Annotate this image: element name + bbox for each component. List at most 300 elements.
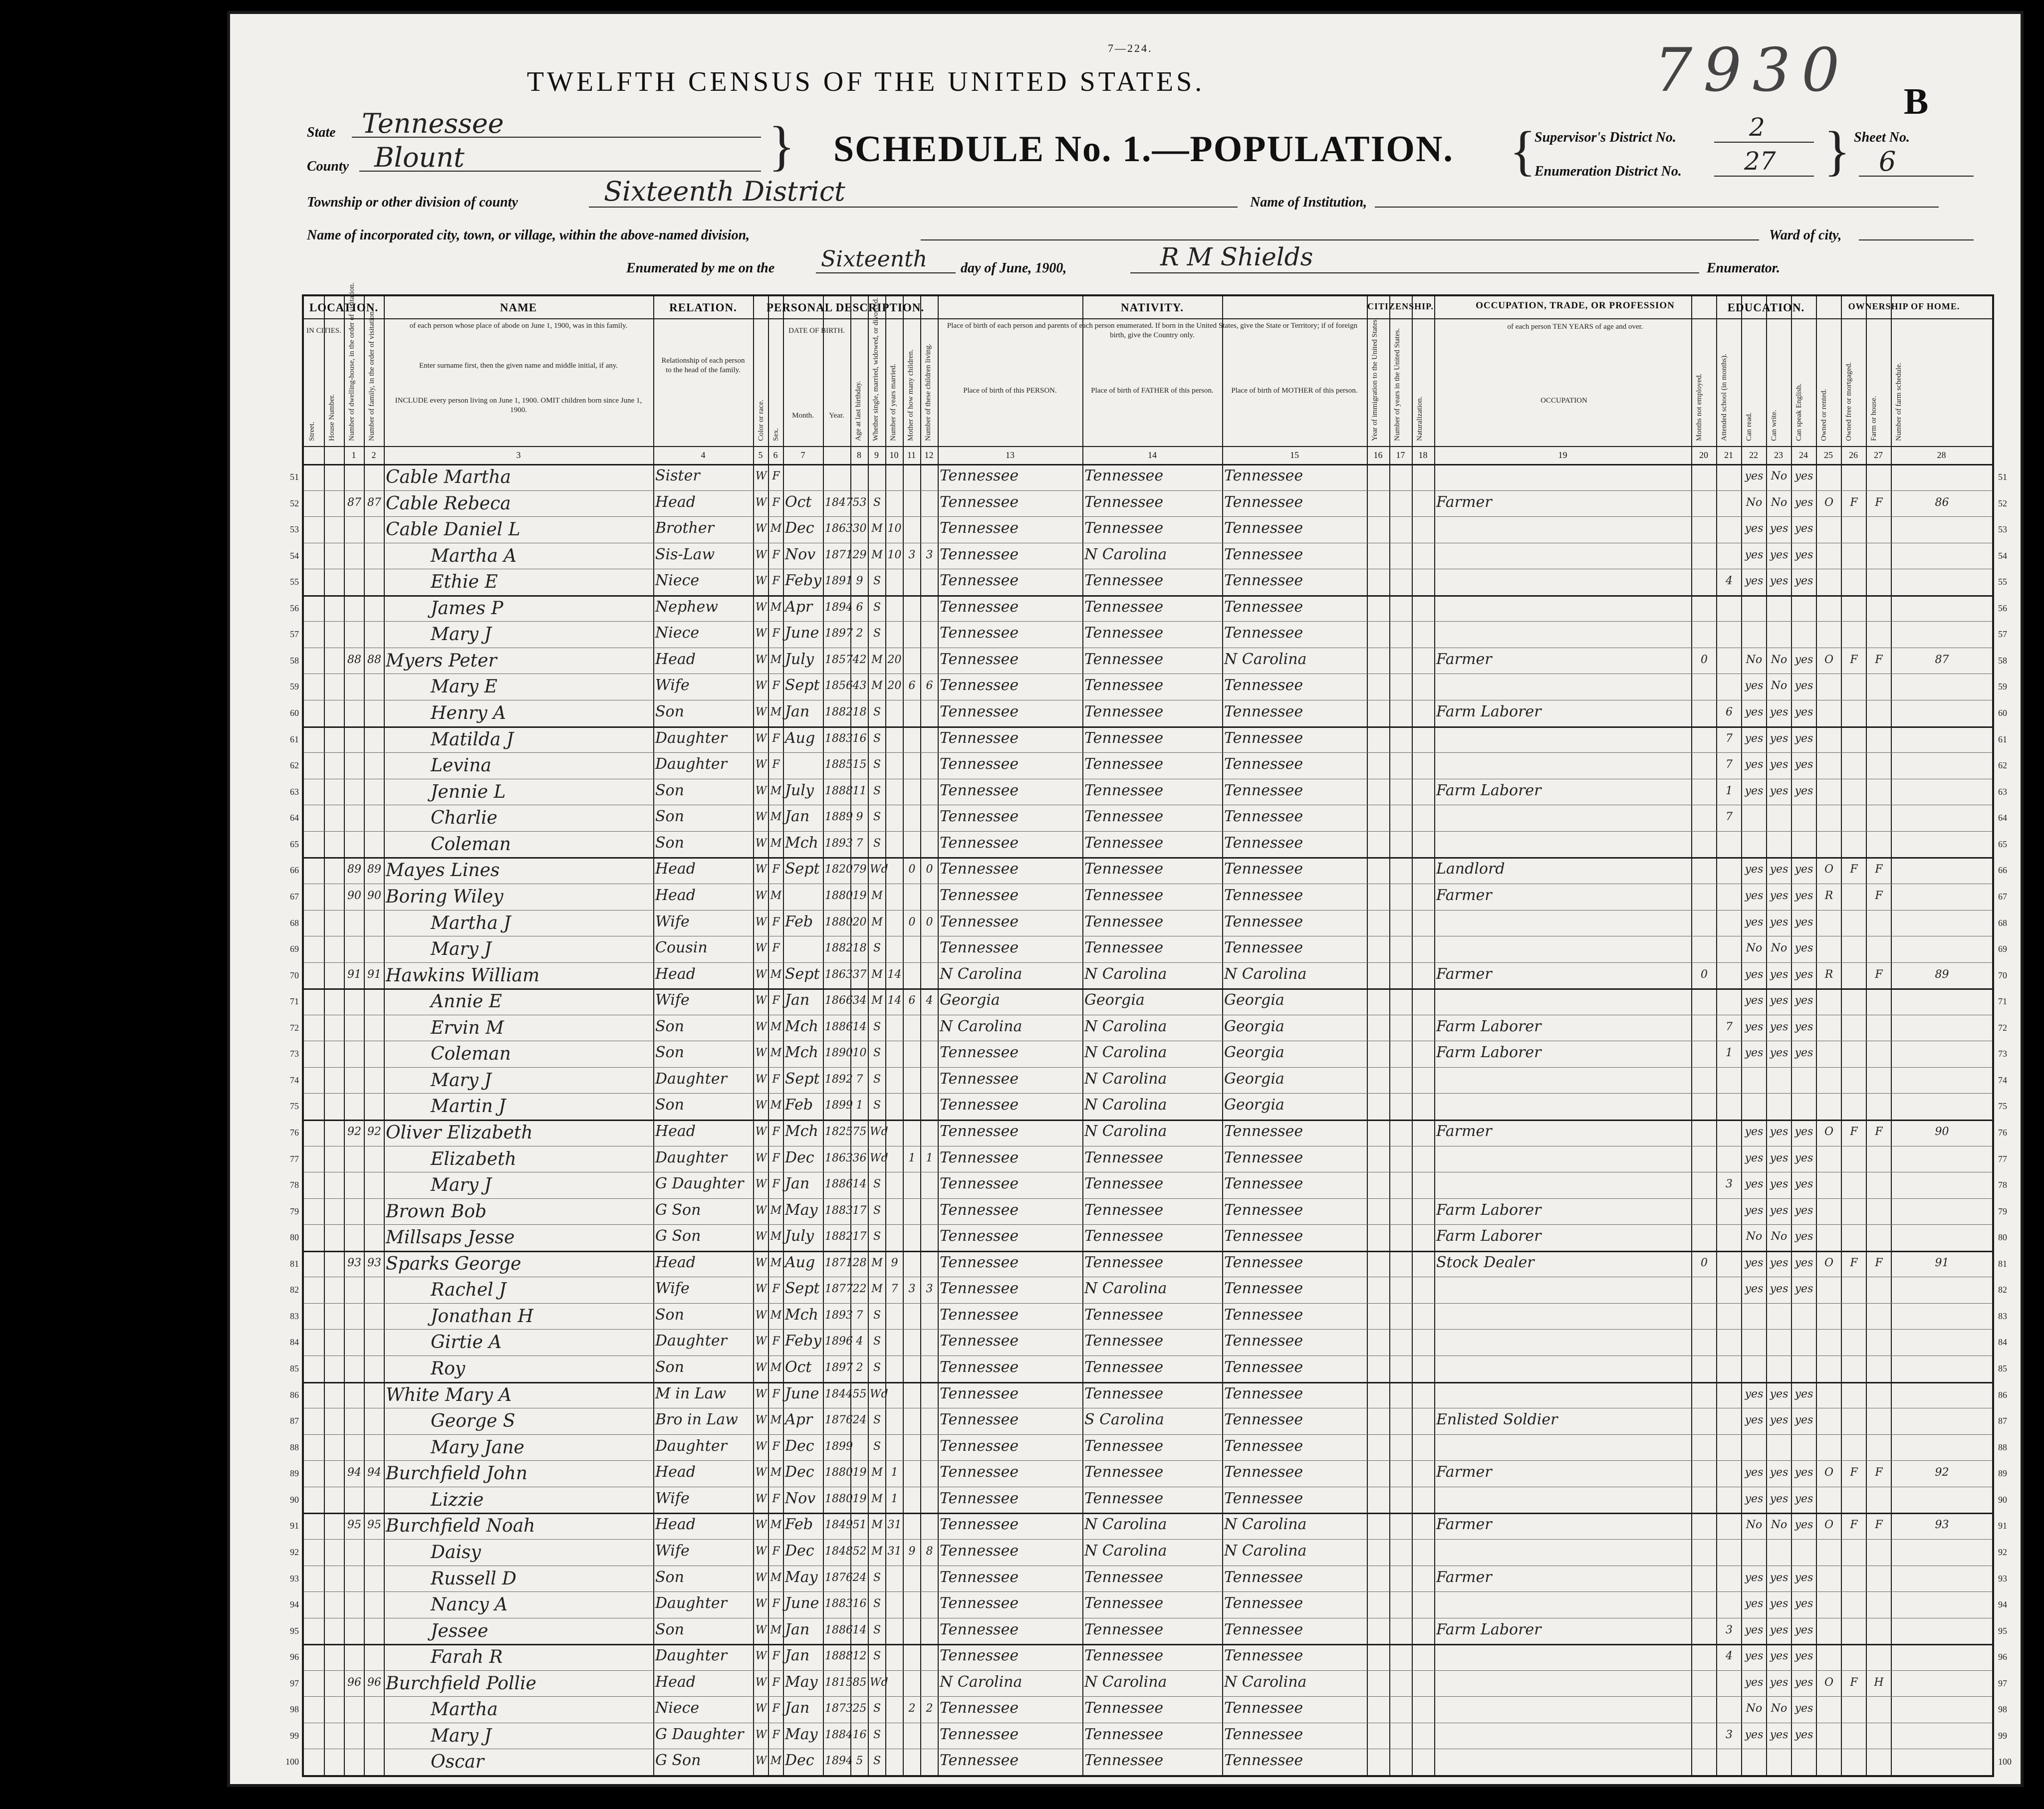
cell-year: 1863 [825,1151,853,1164]
cell-w: yes [1770,1047,1788,1060]
cell-age: 17 [852,1204,867,1217]
form-number: 7—224. [1108,42,1153,54]
cell-rel: Daughter [655,1070,727,1088]
cell-bf: Tennessee [1084,572,1164,590]
row-number: 63 [290,786,299,797]
cell-f: F [1850,1676,1858,1689]
cell-year: 1880 [825,1492,853,1505]
cell-bf: Tennessee [1084,808,1164,826]
cell-year: 1883 [825,1597,853,1610]
cell-w: yes [1770,915,1788,928]
row-number-right: 61 [1998,734,2007,744]
row-number-right: 93 [1998,1573,2007,1583]
enum-prefix: Enumerated by me on the [626,260,775,276]
cell-bp: Tennessee [940,519,1019,537]
cell-year: 1880 [825,889,853,902]
age-label: Age at last birthday. [854,381,862,441]
cell-r: yes [1745,1650,1764,1663]
cell-f: F [1850,653,1858,666]
cell-age: 4 [856,1335,863,1348]
cell-sex: M [770,1020,782,1033]
cell-name: Nancy A [431,1594,508,1615]
cell-bf: Tennessee [1084,650,1164,668]
cell-o: O [1824,1676,1834,1689]
occupation-header: OCCUPATION, TRADE, OR PROFESSION [1476,300,1675,311]
cell-name: Mary J [431,624,492,645]
column-number: 3 [516,450,521,460]
cell-sex: M [770,784,782,797]
cell-occ: Farm Laborer [1436,1044,1541,1062]
cell-bf: Tennessee [1084,860,1164,878]
cell-w: yes [1770,1256,1788,1269]
cell-mar: S [873,758,881,771]
table-row [290,490,2007,517]
cell-bm: Tennessee [1224,1280,1303,1298]
cell-rel: G Son [655,1752,701,1770]
cell-s: yes [1794,470,1813,482]
cell-w: yes [1770,1623,1788,1636]
row-number-right: 63 [1998,786,2007,797]
table-row [290,988,2007,1015]
cell-rel: Daughter [655,755,727,773]
cell-rel: Head [655,965,696,983]
cell-color: W [755,1466,767,1479]
cell-mar: S [873,1650,881,1663]
table-row [290,831,2007,859]
cell-occ: Farm Laborer [1436,1227,1541,1245]
cell-bp: Tennessee [940,1201,1019,1219]
months-not-employed-label: Months not employed. [1695,373,1703,441]
table-row [290,1251,2007,1278]
cell-sex: M [770,1519,782,1532]
cell-year: 1876 [825,1571,853,1584]
cell-r: yes [1745,758,1764,771]
cell-bf: Tennessee [1084,598,1164,616]
row-number-right: 65 [1998,839,2007,849]
table-row [290,1329,2007,1356]
cell-color: W [755,1047,767,1060]
cell-age: 2 [856,627,863,640]
cell-mar: M [871,1466,883,1479]
cell-mar: S [873,837,881,850]
cell-s: yes [1794,1151,1813,1164]
table-row [290,726,2007,753]
cell-r: No [1746,1519,1763,1532]
cell-month: Oct [785,493,812,511]
column-number: 28 [1937,450,1946,460]
cell-color: W [755,679,767,692]
cell-bp: Tennessee [940,1332,1019,1350]
cell-age: 16 [852,1728,867,1741]
table-row [290,1303,2007,1330]
cell-month: Jan [785,1620,810,1638]
cell-month: Dec [785,519,814,537]
city-field [921,220,1759,240]
cell-mar: M [871,653,883,666]
relation-desc: Relationship of each person to the head of the family. [661,357,745,374]
cell-bm: N Carolina [1224,1673,1307,1691]
cell-s: yes [1794,889,1813,902]
cell-bm: Tennessee [1224,1358,1303,1376]
cell-sch: 1 [1726,1047,1733,1060]
cell-rel: Brother [655,519,714,537]
cell-name: Mary J [431,1175,492,1196]
cell-s: yes [1794,548,1813,561]
row-number: 97 [290,1678,299,1688]
row-number-right: 75 [1998,1101,2007,1112]
cell-h: F [1875,1256,1883,1269]
cell-w: yes [1770,1178,1788,1191]
cell-age: 75 [852,1126,867,1138]
cell-bf: N Carolina [1084,1070,1167,1088]
cell-bf: Tennessee [1084,755,1164,773]
cell-month: June [785,624,819,642]
cell-s: yes [1794,679,1813,692]
cell-dw: 87 [347,496,361,509]
column-number: 16 [1373,450,1383,460]
ed-field [1714,147,1814,177]
cell-sex: F [772,496,780,509]
cell-bf: N Carolina [1084,1673,1167,1691]
cell-name: George S [431,1411,515,1432]
cell-year: 1899 [825,1440,853,1453]
cell-s: yes [1794,758,1813,771]
cell-year: 1886 [825,1020,853,1033]
cell-mar: S [873,784,881,797]
cell-bf: Tennessee [1084,729,1164,747]
cell-month: June [785,1384,819,1402]
cell-name: Levina [431,755,492,776]
cell-color: W [755,575,767,588]
cell-r: yes [1745,1571,1764,1584]
cell-bp: Tennessee [940,677,1019,694]
cell-name: Martha A [431,545,517,566]
cell-occ: Farm Laborer [1436,703,1541,721]
cell-w: yes [1770,1676,1788,1689]
cell-bm: Tennessee [1224,1620,1303,1638]
cell-year: 1893 [825,1309,853,1322]
cell-sex: F [772,1283,780,1296]
table-row [290,543,2007,570]
can-speak-label: Can speak English. [1795,383,1803,441]
cell-moc: 6 [908,994,916,1007]
row-number: 78 [290,1180,299,1190]
cell-color: W [755,915,767,928]
cell-sex: M [770,1361,782,1374]
cell-age: 15 [852,758,867,771]
table-row [290,1618,2007,1646]
cell-w: yes [1770,1650,1788,1663]
cell-w: yes [1770,1387,1788,1400]
cell-sex: F [772,1073,780,1086]
state-field [352,108,761,139]
cell-month: Feb [785,1096,813,1114]
cell-r: yes [1745,1676,1764,1689]
row-number: 69 [290,944,299,954]
cell-color: W [755,1361,767,1374]
cell-year: 1871 [825,1256,853,1269]
cell-year: 1899 [825,1099,853,1112]
cell-name: Cable Daniel L [386,519,520,540]
cell-age: 14 [852,1623,867,1636]
cell-age: 22 [852,1283,867,1296]
living-label: Number of these children living. [924,343,932,441]
row-number-right: 55 [1998,577,2007,587]
county-label: County [307,159,349,174]
cell-h: H [1874,1676,1884,1689]
cell-w: yes [1770,863,1788,876]
cell-s: yes [1794,1519,1813,1532]
cell-w: No [1771,1230,1788,1243]
cell-bm: Tennessee [1224,1463,1303,1481]
cell-sex: F [772,1728,780,1741]
cell-month: Jan [785,1647,810,1665]
cell-bm: Georgia [1224,1044,1284,1062]
birth-mother-header: Place of birth of MOTHER of this person. [1231,387,1358,395]
cell-bp: Tennessee [940,1044,1019,1062]
sheet-letter: B [1904,81,1929,122]
cell-name: Millsaps Jesse [386,1227,515,1248]
cell-age: 1 [856,1099,863,1112]
personal-header: PERSONAL DESCRIPTION. [766,301,925,314]
cell-name: Mary Jane [431,1437,524,1458]
cell-s: yes [1794,1492,1813,1505]
cell-year: 1882 [825,706,853,719]
cell-color: W [755,1283,767,1296]
cell-year: 1884 [825,1728,853,1741]
cell-w: No [1771,1702,1788,1715]
cell-sch: 3 [1726,1178,1733,1191]
cell-name: Charlie [431,808,498,829]
row-number: 74 [290,1075,299,1085]
cell-mar: S [873,1440,881,1453]
cell-mar: M [871,548,883,561]
cell-h: F [1875,1466,1883,1479]
cell-bf: Tennessee [1084,519,1164,537]
cell-occ: Landlord [1436,860,1505,878]
cell-name: Burchfield Noah [386,1516,535,1537]
cell-rel: Head [655,860,696,878]
census-title: TWELFTH CENSUS OF THE UNITED STATES. [526,66,1205,97]
row-number: 65 [290,839,299,849]
cell-h: F [1875,968,1883,981]
cell-bf: N Carolina [1084,1516,1167,1534]
cell-bm: Tennessee [1224,1752,1303,1770]
cell-mar: S [873,1335,881,1348]
cell-dw: 91 [347,968,361,981]
cell-o: O [1824,863,1834,876]
cell-sex: F [772,1492,780,1505]
cell-mar: S [873,1623,881,1636]
cell-bf: Tennessee [1084,1306,1164,1324]
cell-fam: 88 [367,653,381,666]
nativity-desc: Place of birth of each person and parents of each person enumerated. If born in the United States, give the State or Territory; if of foreign birth, give the Country only. [947,322,1358,339]
cell-month: Feb [785,912,813,930]
cell-dw: 95 [347,1519,361,1532]
sheet-value: 6 [1879,146,1896,177]
cell-year: 1894 [825,601,853,614]
cell-sch: 3 [1726,1623,1733,1636]
cell-color: W [755,653,767,666]
cell-occ: Farmer [1436,1568,1492,1586]
cell-mar: S [873,1178,881,1191]
cell-w: No [1771,470,1788,482]
cell-moc: 0 [908,863,916,876]
street-label: Street. [308,422,316,441]
cell-month: Jan [785,1175,810,1193]
cell-fam: 95 [367,1519,381,1532]
cell-h: F [1875,1519,1883,1532]
cell-bm: Tennessee [1224,519,1303,537]
row-number-right: 79 [1998,1206,2007,1216]
cell-sex: F [772,994,780,1007]
row-number: 93 [290,1573,299,1583]
table-row [290,1539,2007,1566]
cell-name: Mayes Lines [386,860,500,881]
row-number-right: 60 [1998,708,2007,718]
cell-sex: F [772,470,780,482]
cell-rel: Nephew [655,598,718,616]
cell-name: Matilda J [431,729,514,750]
cell-color: W [755,1230,767,1243]
cell-s: yes [1794,1597,1813,1610]
cell-moc: 6 [908,679,916,692]
cell-sch: 4 [1726,1650,1733,1663]
township-value: Sixteenth District [604,176,845,207]
cell-mar: S [873,1755,881,1768]
row-number-right: 76 [1998,1128,2007,1137]
cell-year: 1888 [825,784,853,797]
row-number: 99 [290,1730,299,1741]
cell-s: yes [1794,1650,1813,1663]
table-row [290,569,2007,597]
citizenship-header: CITIZENSHIP. [1367,301,1434,311]
table-row [290,1198,2007,1225]
cell-name: Jennie L [431,781,506,802]
cell-fs: 90 [1935,1126,1949,1138]
name-desc-3: INCLUDE every person living on June 1, 1900. OMIT children born since June 1, 1900. [395,397,642,414]
cell-mar: S [873,1047,881,1060]
row-number: 67 [290,891,299,902]
cell-fam: 93 [367,1256,381,1269]
cell-moc: 2 [908,1702,916,1715]
cell-f: F [1850,496,1858,509]
cell-age: 30 [852,522,867,535]
row-number-right: 64 [1998,813,2007,823]
cell-o: R [1824,889,1833,902]
cell-year: 1882 [825,1230,853,1243]
cell-moc: 9 [908,1545,916,1558]
cell-bf: Tennessee [1084,1752,1164,1770]
cell-bp: Tennessee [940,729,1019,747]
cell-age: 2 [856,1361,863,1374]
cell-occ: Stock Dealer [1436,1253,1534,1271]
cell-f: F [1850,1256,1858,1269]
cell-sex: F [772,679,780,692]
cell-mar: S [873,627,881,640]
cell-bm: Tennessee [1224,939,1303,957]
name-desc-2: Enter surname first, then the given name and middle initial, if any. [419,362,618,370]
cell-color: W [755,1073,767,1086]
cell-age: 7 [856,1073,863,1086]
cell-w: yes [1770,732,1788,745]
cell-rel: Son [655,781,684,799]
cell-color: W [755,1571,767,1584]
cell-month: July [785,650,814,668]
cell-bm: Tennessee [1224,912,1303,930]
cell-s: yes [1794,1204,1813,1217]
cell-age: 20 [852,915,867,928]
cell-mar: Wd [870,863,888,876]
census-sheet [227,11,2024,1787]
cell-w: No [1771,942,1788,955]
cell-month: Feb [785,1516,813,1534]
row-number: 96 [290,1652,299,1662]
year-label: Year. [829,412,844,420]
cell-rel: Head [655,1123,696,1140]
cell-name: Henry A [431,703,506,724]
occupation-desc: of each person TEN YEARS of age and over. [1507,323,1643,331]
table-row [290,648,2007,675]
cell-month: July [785,1227,814,1245]
cell-sex: M [770,968,782,981]
row-number: 81 [290,1258,299,1269]
cell-bp: Tennessee [940,1725,1019,1743]
column-number: 21 [1724,450,1733,460]
cell-color: W [755,1178,767,1191]
row-number-right: 85 [1998,1363,2007,1374]
cell-bf: Tennessee [1084,1358,1164,1376]
cell-age: 16 [852,1597,867,1610]
cell-fam: 94 [367,1466,381,1479]
cell-rel: G Son [655,1201,701,1219]
cell-rel: Son [655,1358,684,1376]
row-number-right: 92 [1998,1547,2007,1557]
cell-age: 17 [852,1230,867,1243]
cell-color: W [755,470,767,482]
cell-rel: Son [655,1620,684,1638]
cell-sex: M [770,706,782,719]
cell-sch: 7 [1726,732,1733,745]
cell-bp: Tennessee [940,1070,1019,1088]
table-row [290,1434,2007,1461]
cell-name: Sparks George [386,1253,521,1274]
cell-w: No [1771,653,1788,666]
cell-month: Dec [785,1542,814,1560]
cell-sex: M [770,811,782,824]
cell-r: yes [1745,679,1764,692]
table-row [290,1566,2007,1592]
cell-name: Cable Martha [386,467,511,487]
cell-name: Coleman [431,834,511,855]
cell-sex: F [772,627,780,640]
cell-bp: Tennessee [940,572,1019,590]
cell-bp: Tennessee [940,912,1019,930]
cell-month: May [785,1725,818,1743]
right-brace: { [1510,120,1536,181]
right-brace-2: } [1824,120,1850,181]
cell-bp: Tennessee [940,1647,1019,1665]
school-label: Attended school (in months). [1720,354,1728,441]
cell-bf: Tennessee [1084,1647,1164,1665]
table-row [290,700,2007,728]
cell-bp: Tennessee [940,1306,1019,1324]
cell-bp: Tennessee [940,755,1019,773]
cell-bm: Tennessee [1224,834,1303,852]
enum-mid: day of June, 1900, [961,260,1067,276]
cell-month: May [785,1673,818,1691]
table-row [290,674,2007,700]
